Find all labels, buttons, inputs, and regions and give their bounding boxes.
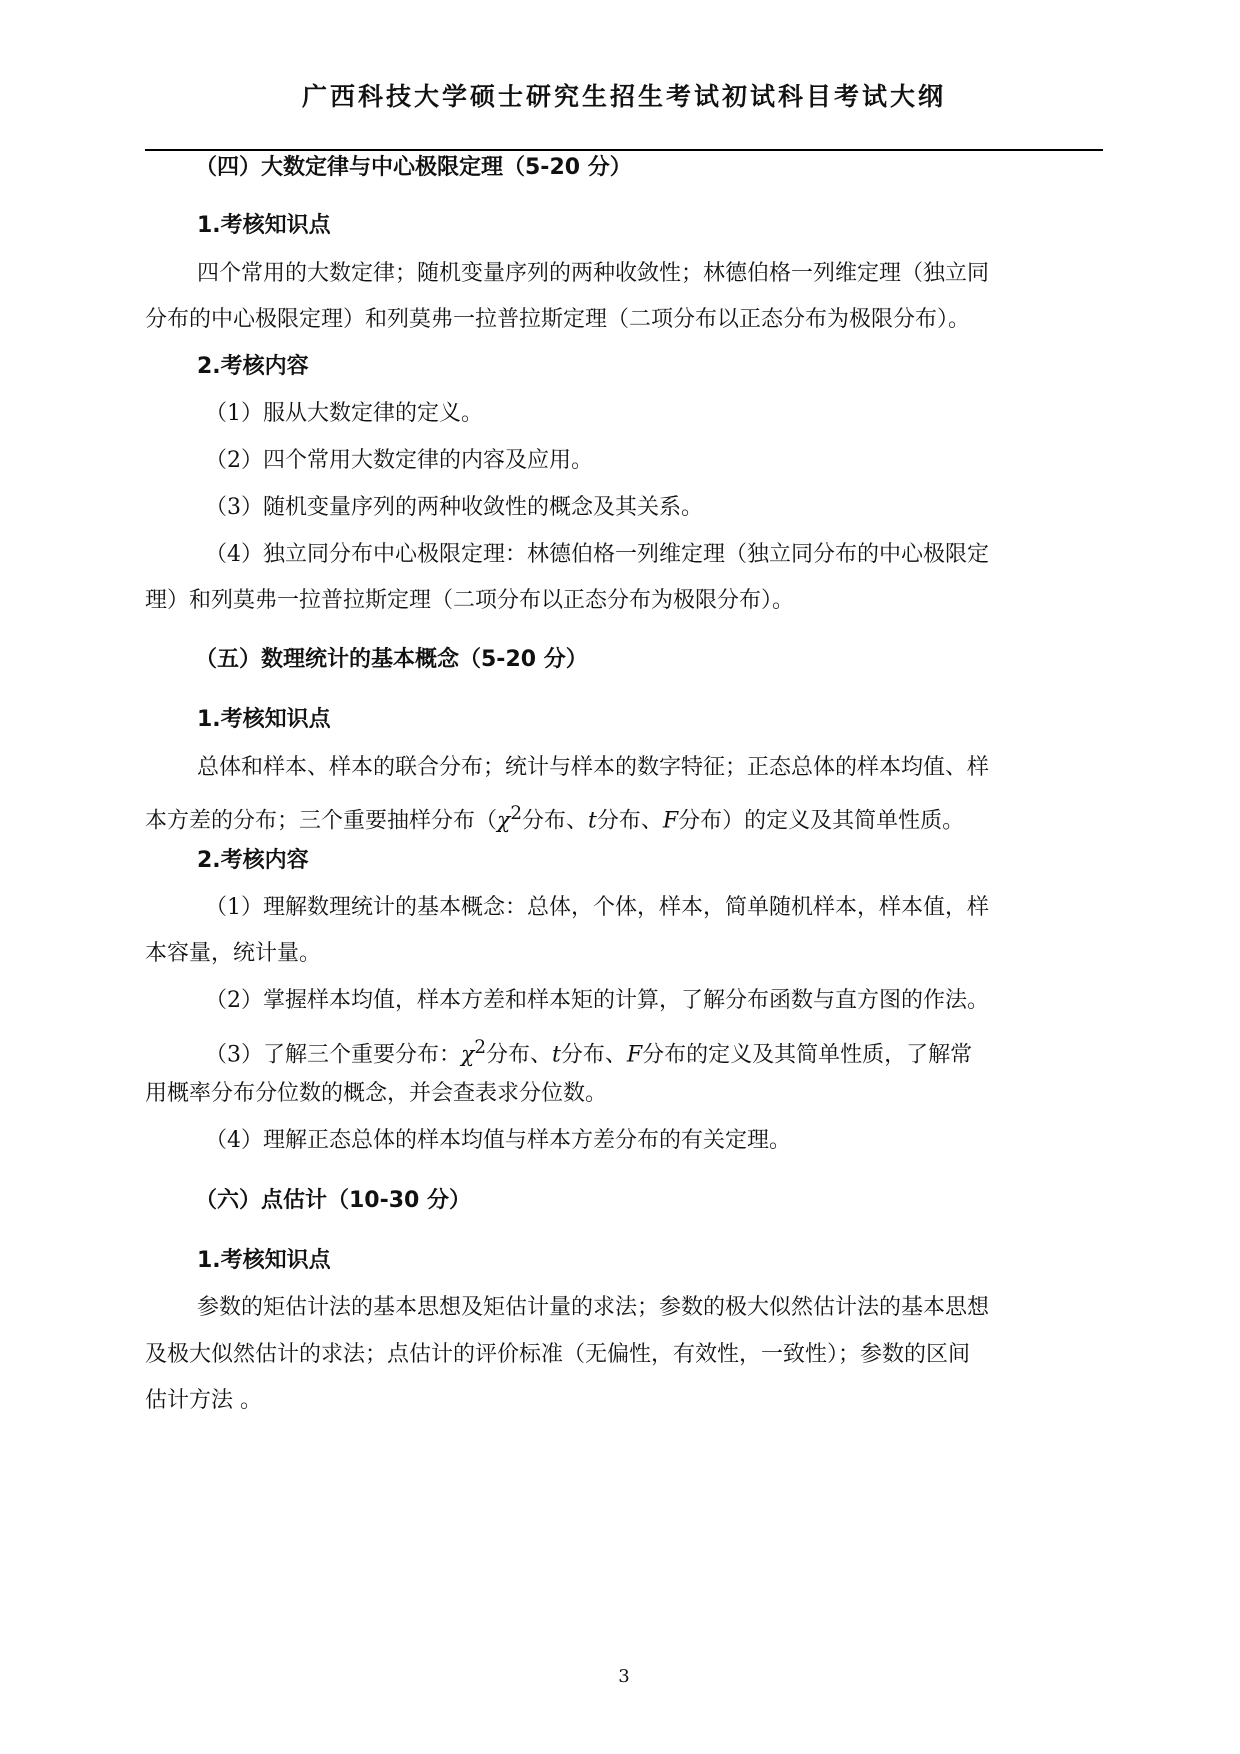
paragraph-line-with-symbols (145, 796, 1103, 839)
list-item-continuation: 理）和列莫弗一拉普拉斯定理（二项分布以正态分布为极限分布）。 (145, 588, 795, 613)
subheading-content: 2.考核内容 (197, 354, 309, 379)
paragraph-line: 四个常用的大数定律；随机变量序列的两种收敛性；林德伯格一列维定理（独立同 (197, 261, 990, 286)
list-item: （3）随机变量序列的两种收敛性的概念及其关系。 (205, 495, 703, 520)
paragraph-line: 分布的中心极限定理）和列莫弗一拉普拉斯定理（二项分布以正态分布为极限分布）。 (145, 307, 971, 332)
paragraph-line: 估计方法 。 (145, 1388, 262, 1413)
superscript-two: 2 (474, 1037, 487, 1058)
list-item: （1）理解数理统计的基本概念：总体，个体，样本，简单随机样本，样本值，样 (205, 895, 989, 920)
list-item-continuation: 用概率分布分位数的概念，并会查表求分位数。 (145, 1081, 608, 1106)
page-number: 3 (618, 1666, 630, 1687)
chi-symbol: χ (497, 808, 511, 834)
paragraph-line: 及极大似然估计的求法；点估计的评价标准（无偏性，有效性，一致性）；参数的区间 (145, 1342, 971, 1367)
list-item: （1）服从大数定律的定义。 (205, 401, 483, 426)
list-item: （2）四个常用大数定律的内容及应用。 (205, 448, 593, 473)
paragraph-line: 参数的矩估计法的基本思想及矩估计量的求法；参数的极大似然估计法的基本思想 (197, 1295, 990, 1320)
f-symbol: F (626, 1042, 643, 1068)
list-item: （4）理解正态总体的样本均值与样本方差分布的有关定理。 (205, 1128, 791, 1153)
text-fragment: 分布、 (522, 808, 589, 834)
section-heading-6: （六）点估计（10-30 分） (195, 1188, 472, 1213)
section-heading-5: （五）数理统计的基本概念（5-20 分） (195, 647, 588, 672)
section-heading-4: （四）大数定律与中心极限定理（5-20 分） (195, 155, 632, 180)
document-header-title: 广西科技大学硕士研究生招生考试初试科目考试大纲 (301, 82, 946, 111)
text-fragment: 分布、 (596, 808, 663, 834)
t-symbol: t (588, 808, 597, 834)
text-fragment: 分布的定义及其简单性质，了解常 (642, 1042, 973, 1068)
list-item-with-symbols (145, 1030, 1163, 1073)
subheading-knowledge-points: 1.考核知识点 (197, 707, 331, 732)
list-item: （2）掌握样本均值，样本方差和样本矩的计算，了解分布函数与直方图的作法。 (205, 988, 989, 1013)
subheading-knowledge-points: 1.考核知识点 (197, 213, 331, 238)
text-fragment: 分布、 (486, 1042, 553, 1068)
list-item: （4）独立同分布中心极限定理：林德伯格一列维定理（独立同分布的中心极限定 (205, 542, 989, 567)
subheading-content: 2.考核内容 (197, 848, 309, 873)
chi-symbol: χ (461, 1042, 475, 1068)
text-fragment: （3）了解三个重要分布： (205, 1042, 461, 1068)
text-fragment: 分布、 (560, 1042, 627, 1068)
list-item-continuation: 本容量，统计量。 (145, 941, 322, 966)
text-fragment: 分布）的定义及其简单性质。 (678, 808, 965, 834)
text-fragment: 本方差的分布；三个重要抽样分布（ (145, 808, 498, 834)
paragraph-line: 总体和样本、样本的联合分布；统计与样本的数字特征；正态总体的样本均值、样 (197, 755, 990, 780)
f-symbol: F (662, 808, 679, 834)
t-symbol: t (552, 1042, 561, 1068)
subheading-knowledge-points: 1.考核知识点 (197, 1248, 331, 1273)
superscript-two: 2 (510, 803, 523, 824)
